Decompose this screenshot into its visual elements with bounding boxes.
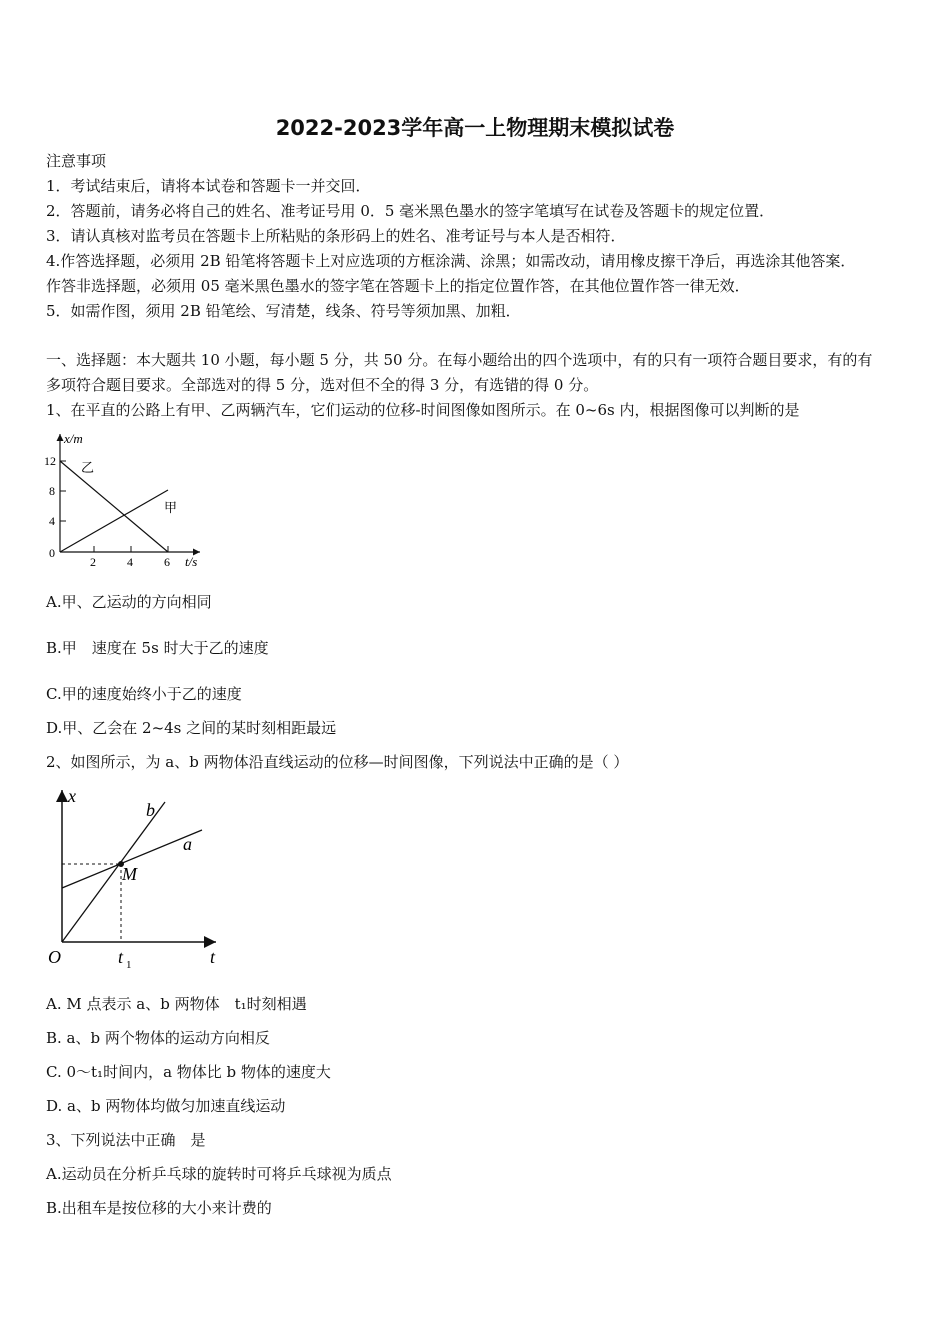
q1-xt-graph [40,428,215,573]
q1-option-a: A.甲、乙运动的方向相同 [46,593,212,611]
q1-xtick-label: 6 [164,555,170,569]
q1-xtick-label: 4 [127,555,133,569]
q2-origin: O [48,947,61,967]
q1-xtick-label: 2 [90,555,96,569]
q1-ylabel: x/m [64,431,83,446]
q2-t1-label: t [118,947,124,967]
q3-option-a: A.运动员在分析乒乓球的旋转时可将乒乓球视为质点 [46,1165,392,1183]
q2-label-m: M [122,864,137,884]
notice-item: 2．答题前，请务必将自己的姓名、准考证号用 0．5 毫米黑色墨水的签字笔填写在试卷及答题卡的规定位置． [46,202,775,220]
q1-ytick-label: 4 [49,514,55,528]
notice-item: 3．请认真核对监考员在答题卡上所粘贴的条形码上的姓名、准考证号与本人是否相符． [46,227,626,245]
section-heading-line1: 一、选择题：本大题共 10 小题，每小题 5 分，共 50 分。在每小题给出的四个选项中，有的只有一项符合题目要求，有的有 [46,351,873,369]
question-3-stem: 3、下列说法中正确 是 [46,1131,206,1149]
q1-xlabel: t/s [185,554,198,569]
notice-item: 4.作答选择题，必须用 2B 铅笔将答题卡上对应选项的方框涂满、涂黑；如需改动，请用橡皮擦干净后，再选涂其他答案． [46,252,856,270]
notice-heading: 注意事项 [46,152,107,170]
q2-line-b [62,802,165,942]
question-1-stem: 1、在平直的公路上有甲、乙两辆汽车，它们运动的位移-时间图像如图所示。在 0~6s 内，根据图像可以判断的是 [46,401,800,419]
q2-ylabel: x [68,786,76,806]
q2-option-d: D. a、b 两物体均做匀加速直线运动 [46,1097,286,1115]
page-title: 2022-2023学年高一上物理期末模拟试卷 [275,116,675,140]
q1-option-d: D.甲、乙会在 2~4s 之间的某时刻相距最远 [46,719,337,737]
notice-item: 5．如需作图，须用 2B 铅笔绘、写清楚，线条、符号等须加黑、加粗． [46,302,521,320]
q2-xlabel: t [210,947,216,967]
q2-t1-subscript: 1 [126,959,132,971]
question-2-stem: 2、如图所示，为 a、b 两物体沿直线运动的位移—时间图像，下列说法中正确的是（ ） [46,753,629,771]
q1-label-yi: 乙 [81,460,95,475]
q1-ytick-label: 12 [44,454,56,468]
notice-item: 作答非选择题，必须用 05 毫米黑色墨水的签字笔在答题卡上的指定位置作答，在其他位置作答一律无效． [46,277,750,295]
q2-xt-graph [40,782,230,972]
q1-line-jia [60,490,168,552]
q1-label-jia: 甲 [164,500,178,515]
q2-option-b: B. a、b 两个物体的运动方向相反 [46,1029,270,1047]
q2-option-c: C. 0～t₁时间内，a 物体比 b 物体的速度大 [46,1063,331,1081]
q1-ytick-label: 0 [49,546,55,560]
q1-ytick-label: 8 [49,484,55,498]
q2-label-a: a [183,834,192,854]
q1-option-c: C.甲的速度始终小于乙的速度 [46,685,242,703]
q1-option-b: B.甲 速度在 5s 时大于乙的速度 [46,639,269,657]
section-heading-line2: 多项符合题目要求。全部选对的得 5 分，选对但不全的得 3 分，有选错的得 0 分。 [46,376,599,394]
q1-line-yi [60,461,168,552]
notice-item: 1．考试结束后，请将本试卷和答题卡一并交回． [46,177,371,195]
q3-option-b: B.出租车是按位移的大小来计费的 [46,1199,272,1217]
q2-label-b: b [146,800,155,820]
q2-option-a: A. M 点表示 a、b 两物体 t₁时刻相遇 [46,995,307,1013]
